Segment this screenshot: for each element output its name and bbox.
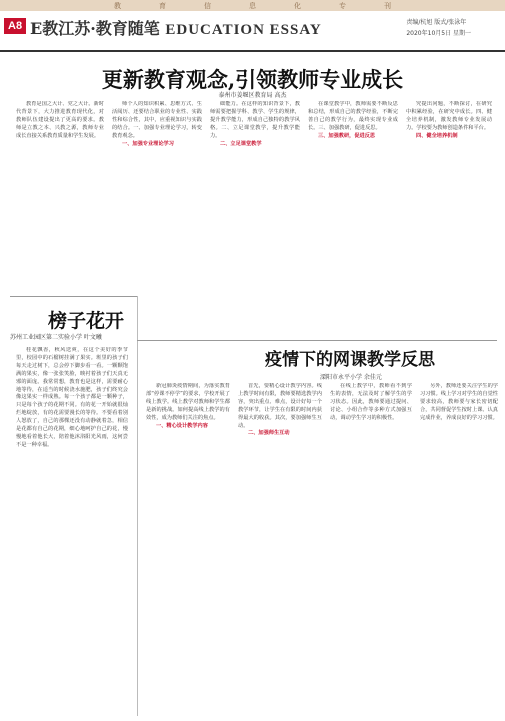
article3-col4: [420, 383, 498, 713]
banner-char: 化: [294, 1, 301, 10]
article2-body: [16, 347, 128, 711]
article3-col3: [330, 383, 412, 713]
divider: [10, 296, 137, 297]
paragraph: 师个人的知识积累、思维方式、生活阅历、还要结合职业的专业性、实践性和综合性，其中，应重视知识与实践的结合。一、加强专业理论学习，转变教育观念。: [112, 101, 202, 139]
paragraph: 在线上教学中，教师看不到学生的表情，无法及时了解学生的学习状态。因此，教师要通过提问、讨论、小组合作等多种方式加强互动，调动学生学习的积极性。: [330, 383, 412, 421]
article2-title: 榜子花开: [48, 310, 125, 332]
paragraph: 在课堂教学中，教师需要不断反思和总结，形成自己的教学经验，不断完善自己的教学行为，最终实现专业成长。三、加强教研，促进反思。: [308, 101, 398, 131]
article1-col3: [210, 101, 300, 345]
paragraph: 另外，教师还要关注学生的学习习惯。线上学习对学生的自觉性要求较高，教师要与家长密切配合，共同督促学生按时上课、认真完成作业，养成良好的学习习惯。: [420, 383, 498, 421]
divider: [137, 296, 138, 716]
banner-char: 刊: [384, 1, 391, 10]
banner-char: 专: [339, 1, 346, 10]
article3-byline: 溧阳市永平小学 余佳元: [320, 374, 382, 381]
banner-char: 息: [249, 1, 256, 10]
subheading: 一、精心设计教学内容: [156, 422, 208, 429]
article1-col4: [308, 101, 398, 345]
paragraph: 教育是国之大计、党之大计。新时代背景下，大力推进教育现代化，对教师队伍建设提出了更高的要求。教师是立教之本、兴教之源，教师专业成长直接关系教育质量和学生发展。: [16, 101, 104, 139]
banner-char: 信: [204, 1, 211, 10]
paragraph: 究提出问题，不断探讨，在研究中积累经验，在研究中成长。四、健全培养机制，激发教师专业发展动力。学校要为教师创造条件和平台。: [406, 101, 492, 131]
article1-col5: [406, 101, 492, 345]
issue-date: 2020年10月5日 星期一: [406, 30, 471, 37]
section-title-cn: E教江苏·教育随笔: [30, 19, 160, 38]
article1-col2: [112, 101, 202, 345]
top-banner: [0, 0, 505, 11]
article3-col1: [146, 383, 230, 713]
subheading: 三、加强教研，促进反思: [318, 132, 376, 139]
article3-title: 疫情下的网课教学反思: [265, 350, 435, 370]
banner-char: 教: [114, 1, 121, 10]
section-title: [30, 16, 322, 39]
article1-byline: 泰州市姜堰区教育局 高杰: [218, 92, 287, 99]
page-number: A8: [4, 18, 26, 34]
masthead-info: [406, 17, 471, 39]
article3-col2: [238, 383, 322, 713]
subheading: 一、加强专业理论学习: [122, 140, 174, 147]
paragraph: 础能力。在这样的知识背景下，教师需要把握学科、教学、学生的规律，提升教学能力，形成自己独特的教学风格。二、立足课堂教学，提升教学能力。: [210, 101, 300, 139]
editor-credit: 责编/杭旭 版式/张泳年: [406, 19, 467, 26]
article2-byline: 苏州工业园区第二实验小学 叶文曦: [10, 334, 102, 341]
article1-title: 更新教育观念,引领教师专业成长: [101, 67, 404, 92]
banner-char: 育: [159, 1, 166, 10]
subheading: 四、健全培养机制: [416, 132, 458, 139]
paragraph: 首先，要精心设计教学内容。线上教学时间有限，教师要精选教学内容，突出重点、难点，设计好每一个教学环节，让学生在有限的时间内获得最大的收获。其次，要加强师生互动。: [238, 383, 322, 429]
paragraph: 桂花飘香，秋风送爽，在这个美好的季节里，校园中的石榴树挂满了果实。班里的孩子们每天走过树下，总会停下脚步看一看。一颗颗饱满的果实，像一张张笑脸，映衬着孩子们天真无邪的面庞。我常常想，教育也是这样，需要耐心地等待，在适当的时候浇水施肥，孩子们终究会像这果实一样成熟。每一个孩子都是一颗种子，只是每个孩子的花期不同。有的花一开始就很灿烂地绽放，有的花需要漫长的等待。不要看着别人怒放了，自己的那棵还没有动静就着急，相信是花都有自己的花期，细心地呵护自己的花，慢慢地看着他长大，陪着他沐浴阳光风雨，这何尝不是一种幸福。: [16, 347, 128, 448]
divider: [137, 340, 497, 341]
subheading: 二、立足课堂教学: [220, 140, 262, 147]
paragraph: 新冠肺炎疫情期间，为落实教育部“停课不停学”的要求，学校开展了线上教学。线上教学对教师和学生都是新的挑战。如何提高线上教学的有效性，成为教师们关注的焦点。: [146, 383, 230, 421]
masthead: [0, 12, 505, 52]
section-title-en: EDUCATION ESSAY: [165, 22, 322, 38]
subheading: 二、加强师生互动: [248, 430, 290, 437]
